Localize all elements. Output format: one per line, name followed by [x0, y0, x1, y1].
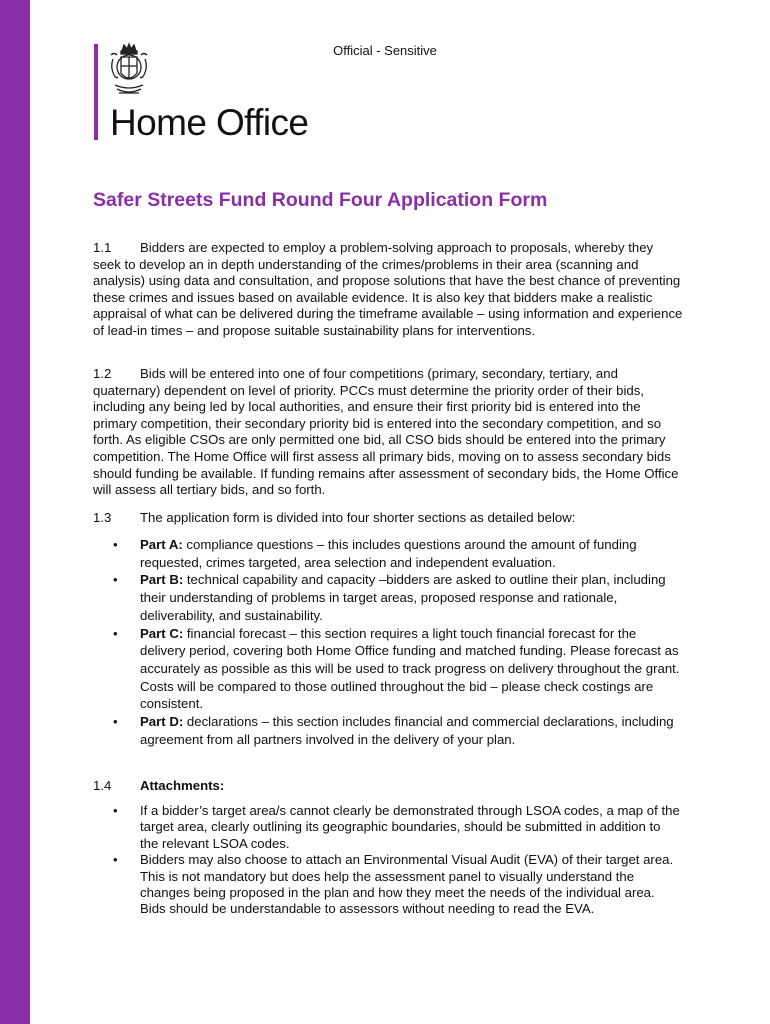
list-item — [111, 571, 681, 624]
section-1-3 — [93, 510, 683, 527]
attachments-list — [111, 803, 681, 918]
section-number: 1.2 — [93, 366, 112, 381]
list-item — [111, 803, 681, 852]
list-item — [111, 625, 681, 714]
section-text: Bidders are expected to employ a problem-solving approach to proposals, whereby they seek to develop an in depth understanding of the crimes/problems in their area (scanning and analysis) using data and consultation, and propose solutions that have the best chance of preventing these crimes and issues based on available evidence. It is also key that bidders make a realistic appraisal of what can be delivered during the timeframe available – using information and experience of lead-in times – and propose suitable sustainability plans for interventions. — [93, 240, 683, 338]
part-text: technical capability and capacity –bidders are asked to outline their plan, including their understanding of problems in target areas, proposed response and rationale, deliverability, and sustainability. — [140, 572, 666, 623]
bullet-icon: • — [113, 803, 118, 818]
page-title: Safer Streets Fund Round Four Application Form — [93, 189, 548, 211]
bullet-icon: • — [113, 537, 118, 552]
header-vertical-rule — [94, 44, 98, 140]
part-label: Part C: — [140, 625, 184, 641]
part-text: declarations – this section includes financial and commercial declarations, including agreement from all partners involved in the delivery of your plan. — [140, 714, 674, 747]
part-label: Part D: — [140, 714, 184, 730]
list-item — [111, 536, 681, 571]
bullet-icon: • — [113, 852, 118, 868]
section-text: The application form is divided into four shorter sections as detailed below: — [140, 510, 576, 525]
section-number: 1.4 — [93, 778, 112, 793]
classification-text: Official - Sensitive — [333, 43, 437, 58]
classification-marking — [0, 43, 770, 58]
bullet-icon: • — [113, 714, 118, 730]
section-number: 1.3 — [93, 510, 112, 525]
bullet-icon: • — [113, 572, 118, 588]
attachment-text: If a bidder’s target area/s cannot clearly be demonstrated through LSOA codes, a map of the target area, clearly outlining its geographic boundaries, should be submitted in addition to the relevant LSOA codes. — [140, 803, 680, 851]
attachment-text: Bidders may also choose to attach an Environmental Visual Audit (EVA) of their target area. This is not mandatory but does help the assessment panel to visually understand the changes being proposed in the plan and how they meet the needs of the individual area. Bids should be understandable to assessors without needing to read the EVA. — [140, 852, 674, 917]
section-number: 1.1 — [93, 240, 112, 255]
section-1-1 — [93, 240, 683, 340]
left-brand-band — [0, 0, 30, 1024]
list-item — [111, 713, 681, 748]
bullet-icon: • — [113, 625, 118, 641]
part-label: Part B: — [140, 572, 184, 588]
section-heading: Attachments: — [140, 778, 225, 793]
form-parts-list — [111, 536, 681, 748]
section-text: Bids will be entered into one of four competitions (primary, secondary, tertiary, and quaternary) dependent on level of priority. PCCs must determine the priority order of their bids, including any being led by local authorities, and ensure their first priority bid is entered into the primary competition, their secondary priority bid is entered into the secondary competition, and so forth. As eligible CSOs are only permitted one bid, all CSO bids should be entered into the primary competition. The Home Office will first assess all primary bids, moving on to assess secondary bids should funding be available. If funding remains after assessment of secondary bids, the Home Office will assess all tertiary bids, and so forth. — [93, 366, 679, 498]
part-label: Part A: — [140, 537, 183, 552]
section-1-2 — [93, 366, 683, 499]
part-text: compliance questions – this includes questions around the amount of funding requested, crimes targeted, area selection and independent evaluation. — [140, 537, 637, 570]
org-name: Home Office — [110, 102, 309, 143]
part-text: financial forecast – this section requires a light touch financial forecast for the delivery period, covering both Home Office funding and matched funding. Please forecast as accurately as possible as this will be used to track progress on delivery throughout the grant. Costs will be compared to those outlined throughout the bid – please check costings are consistent. — [140, 625, 680, 712]
list-item — [111, 852, 681, 918]
